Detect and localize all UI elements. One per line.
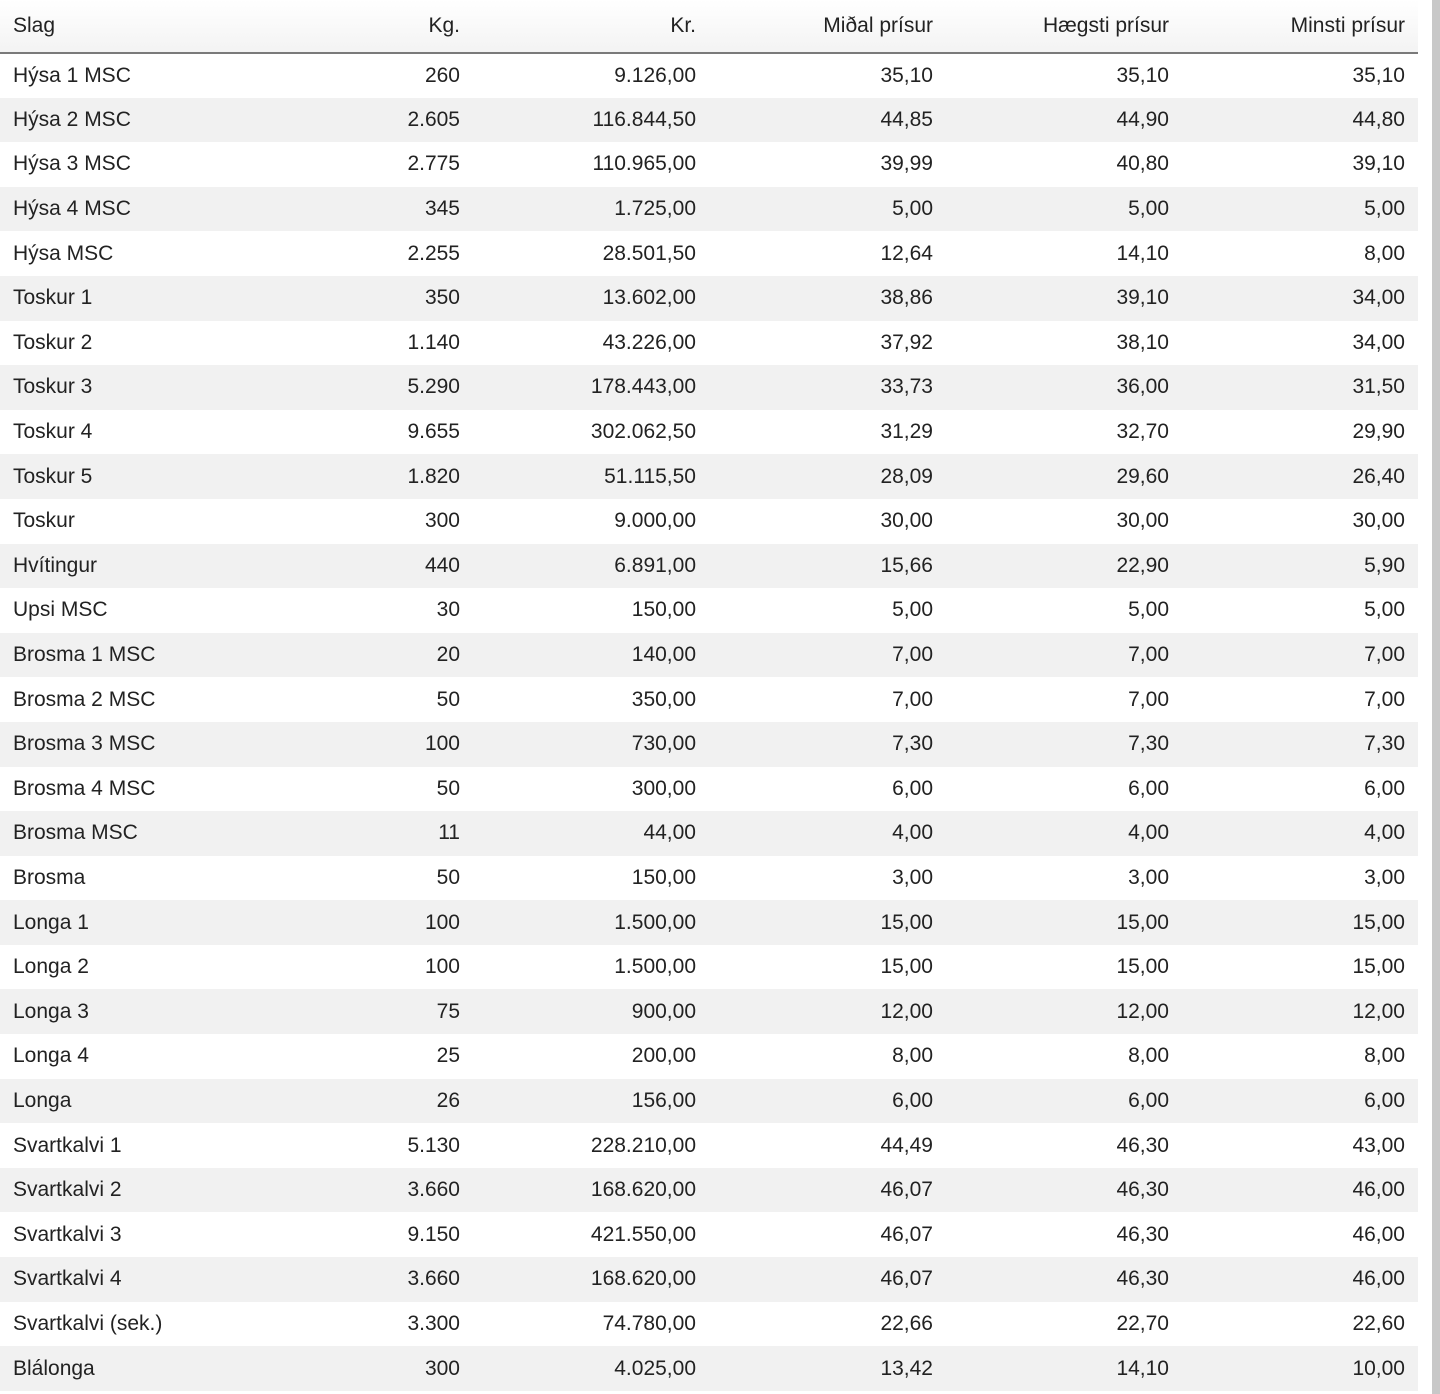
cell-lowest-price: 31,50 [1352,375,1405,399]
cell-lowest-price: 8,00 [1364,241,1405,265]
cell-average-price: 7,00 [892,643,933,667]
cell-kg: 3.660 [407,1178,460,1202]
cell-kr: 74.780,00 [602,1311,696,1335]
table-row [0,499,1418,544]
table-row [0,187,1418,232]
cell-average-price: 35,10 [880,63,933,87]
table-row [0,989,1418,1034]
cell-species: Toskur 4 [13,420,93,444]
cell-species: Svartkalvi (sek.) [13,1311,163,1335]
table-row [0,677,1418,722]
cell-highest-price: 4,00 [1128,821,1169,845]
cell-lowest-price: 46,00 [1352,1178,1405,1202]
cell-lowest-price: 35,10 [1352,63,1405,87]
cell-kr: 730,00 [631,732,696,756]
cell-kg: 100 [424,910,460,934]
cell-average-price: 46,07 [880,1267,933,1291]
cell-lowest-price: 7,00 [1364,687,1405,711]
cell-average-price: 3,00 [892,865,933,889]
cell-lowest-price: 34,00 [1352,286,1405,310]
cell-lowest-price: 26,40 [1352,464,1405,488]
cell-kg: 100 [424,955,460,979]
column-header-highest-price[interactable]: Hægsti prísur [933,0,1169,53]
cell-lowest-price: 12,00 [1352,999,1405,1023]
column-header-kg[interactable]: Kg. [240,0,460,53]
cell-lowest-price: 30,00 [1352,509,1405,533]
table-row [0,53,1418,98]
cell-kr: 1.500,00 [614,910,696,934]
cell-kr: 168.620,00 [590,1178,696,1202]
cell-average-price: 12,00 [880,999,933,1023]
cell-highest-price: 14,10 [1116,241,1169,265]
column-header-lowest-price[interactable]: Minsti prísur [1169,0,1418,53]
cell-average-price: 15,66 [880,553,933,577]
cell-kg: 345 [424,197,460,221]
table-row [0,1123,1418,1168]
cell-highest-price: 15,00 [1116,955,1169,979]
table-row [0,1302,1418,1347]
cell-highest-price: 5,00 [1128,598,1169,622]
cell-kr: 110.965,00 [592,152,696,176]
cell-lowest-price: 6,00 [1364,1088,1405,1112]
cell-species: Svartkalvi 2 [13,1178,122,1202]
cell-kg: 50 [436,776,460,800]
table-body [0,53,1418,1391]
table-header [0,0,1418,53]
cell-kg: 300 [424,1356,460,1380]
cell-average-price: 6,00 [892,1088,933,1112]
cell-lowest-price: 15,00 [1352,910,1405,934]
cell-highest-price: 6,00 [1128,1088,1169,1112]
cell-average-price: 15,00 [880,955,933,979]
cell-kg: 50 [436,865,460,889]
cell-kg: 5.130 [407,1133,460,1157]
cell-kg: 50 [436,687,460,711]
table-row [0,811,1418,856]
cell-species: Longa 4 [13,1044,89,1068]
column-header-slag[interactable]: Slag [0,0,240,53]
cell-kr: 228.210,00 [590,1133,696,1157]
cell-kg: 26 [436,1088,460,1112]
cell-species: Hýsa 2 MSC [13,107,131,131]
cell-average-price: 12,64 [880,241,933,265]
cell-species: Longa 3 [13,999,89,1023]
cell-kr: 4.025,00 [614,1356,696,1380]
cell-species: Hýsa 3 MSC [13,152,131,176]
cell-highest-price: 15,00 [1116,910,1169,934]
cell-kr: 1.500,00 [614,955,696,979]
cell-lowest-price: 7,00 [1364,643,1405,667]
cell-average-price: 5,00 [892,598,933,622]
cell-kg: 2.775 [407,152,460,176]
cell-kr: 150,00 [631,865,696,889]
cell-highest-price: 38,10 [1116,330,1169,354]
table-row [0,276,1418,321]
cell-kr: 9.126,00 [614,63,696,87]
cell-highest-price: 8,00 [1128,1044,1169,1068]
cell-lowest-price: 4,00 [1364,821,1405,845]
table-row [0,1079,1418,1124]
cell-kr: 140,00 [631,643,696,667]
cell-lowest-price: 46,00 [1352,1267,1405,1291]
table-row [0,142,1418,187]
cell-kg: 11 [438,821,460,845]
cell-species: Hýsa 1 MSC [13,63,131,87]
cell-average-price: 7,00 [892,687,933,711]
cell-kg: 350 [424,286,460,310]
cell-highest-price: 36,00 [1116,375,1169,399]
cell-kr: 900,00 [631,999,696,1023]
cell-species: Toskur 3 [13,375,93,399]
cell-highest-price: 35,10 [1116,63,1169,87]
cell-lowest-price: 39,10 [1352,152,1405,176]
cell-kg: 2.605 [407,107,460,131]
cell-kg: 440 [424,553,460,577]
cell-species: Hvítingur [13,553,98,577]
header-row [0,0,1418,53]
cell-species: Longa 2 [13,955,89,979]
cell-species: Blálonga [13,1356,95,1380]
cell-average-price: 13,42 [880,1356,933,1380]
cell-average-price: 22,66 [880,1311,933,1335]
column-header-average-price[interactable]: Miðal prísur [696,0,933,53]
cell-kg: 9.655 [407,420,460,444]
cell-kr: 28.501,50 [602,241,696,265]
cell-species: Brosma MSC [13,821,138,845]
cell-average-price: 6,00 [892,776,933,800]
cell-kg: 1.820 [407,464,460,488]
cell-species: Svartkalvi 4 [13,1267,122,1291]
cell-kr: 9.000,00 [614,509,696,533]
cell-kg: 75 [436,999,460,1023]
cell-species: Brosma 3 MSC [13,732,156,756]
table-row [0,588,1418,633]
cell-kg: 260 [424,63,460,87]
cell-highest-price: 12,00 [1116,999,1169,1023]
cell-lowest-price: 22,60 [1352,1311,1405,1335]
cell-lowest-price: 46,00 [1352,1222,1405,1246]
cell-highest-price: 29,60 [1116,464,1169,488]
table-row [0,365,1418,410]
cell-species: Brosma [13,865,86,889]
table-row [0,544,1418,589]
cell-average-price: 28,09 [880,464,933,488]
cell-kg: 20 [436,643,460,667]
cell-lowest-price: 8,00 [1364,1044,1405,1068]
cell-highest-price: 32,70 [1116,420,1169,444]
cell-average-price: 44,85 [880,107,933,131]
column-header-kr[interactable]: Kr. [460,0,696,53]
cell-lowest-price: 5,00 [1364,197,1405,221]
cell-species: Brosma 1 MSC [13,643,156,667]
cell-kg: 3.300 [407,1311,460,1335]
cell-kr: 44,00 [643,821,696,845]
table-row [0,1212,1418,1257]
cell-average-price: 39,99 [880,152,933,176]
cell-highest-price: 5,00 [1128,197,1169,221]
cell-kr: 1.725,00 [614,197,696,221]
cell-highest-price: 22,90 [1116,553,1169,577]
cell-average-price: 37,92 [880,330,933,354]
cell-average-price: 7,30 [892,732,933,756]
table-row [0,231,1418,276]
table-row [0,1168,1418,1213]
cell-average-price: 44,49 [880,1133,933,1157]
table-row [0,410,1418,455]
table-row [0,945,1418,990]
table-row [0,98,1418,143]
cell-average-price: 15,00 [880,910,933,934]
cell-species: Svartkalvi 1 [13,1133,122,1157]
cell-highest-price: 22,70 [1116,1311,1169,1335]
cell-lowest-price: 7,30 [1364,732,1405,756]
cell-highest-price: 46,30 [1116,1178,1169,1202]
table-row [0,767,1418,812]
cell-kg: 1.140 [407,330,460,354]
cell-lowest-price: 3,00 [1364,865,1405,889]
cell-lowest-price: 6,00 [1364,776,1405,800]
table-row [0,856,1418,901]
cell-average-price: 31,29 [880,420,933,444]
cell-average-price: 33,73 [880,375,933,399]
cell-kg: 2.255 [407,241,460,265]
cell-kg: 300 [424,509,460,533]
cell-highest-price: 3,00 [1128,865,1169,889]
cell-highest-price: 7,30 [1128,732,1169,756]
cell-highest-price: 6,00 [1128,776,1169,800]
cell-highest-price: 14,10 [1116,1356,1169,1380]
cell-kr: 421.550,00 [590,1222,696,1246]
table-row [0,1034,1418,1079]
table-row [0,454,1418,499]
cell-average-price: 30,00 [880,509,933,533]
cell-kr: 300,00 [631,776,696,800]
cell-kr: 168.620,00 [590,1267,696,1291]
cell-highest-price: 46,30 [1116,1267,1169,1291]
cell-highest-price: 40,80 [1116,152,1169,176]
table-row [0,1346,1418,1391]
cell-kg: 100 [424,732,460,756]
cell-lowest-price: 29,90 [1352,420,1405,444]
cell-highest-price: 7,00 [1128,643,1169,667]
table-row [0,1257,1418,1302]
cell-species: Toskur 5 [13,464,93,488]
cell-highest-price: 30,00 [1116,509,1169,533]
cell-lowest-price: 34,00 [1352,330,1405,354]
cell-lowest-price: 15,00 [1352,955,1405,979]
cell-lowest-price: 44,80 [1352,107,1405,131]
cell-kg: 9.150 [407,1222,460,1246]
cell-average-price: 5,00 [892,197,933,221]
cell-species: Upsi MSC [13,598,108,622]
cell-highest-price: 44,90 [1116,107,1169,131]
cell-kg: 25 [436,1044,460,1068]
cell-highest-price: 39,10 [1116,286,1169,310]
cell-species: Brosma 2 MSC [13,687,156,711]
table-row [0,633,1418,678]
cell-average-price: 38,86 [880,286,933,310]
cell-highest-price: 46,30 [1116,1222,1169,1246]
cell-highest-price: 46,30 [1116,1133,1169,1157]
table-row [0,900,1418,945]
cell-average-price: 8,00 [892,1044,933,1068]
cell-species: Longa [13,1088,72,1112]
cell-kr: 43.226,00 [602,330,696,354]
cell-kr: 150,00 [631,598,696,622]
cell-average-price: 46,07 [880,1222,933,1246]
cell-species: Hýsa MSC [13,241,114,265]
cell-kr: 51.115,50 [604,464,696,488]
cell-species: Toskur [13,509,75,533]
cell-kg: 5.290 [407,375,460,399]
cell-average-price: 4,00 [892,821,933,845]
cell-lowest-price: 43,00 [1352,1133,1405,1157]
cell-species: Toskur 2 [13,330,93,354]
cell-species: Longa 1 [13,910,89,934]
cell-kr: 116.844,50 [592,107,696,131]
cell-kr: 156,00 [631,1088,696,1112]
scrollbar-edge [1432,0,1440,1394]
cell-kr: 178.443,00 [590,375,696,399]
cell-kr: 6.891,00 [614,553,696,577]
cell-species: Svartkalvi 3 [13,1222,122,1246]
cell-lowest-price: 10,00 [1352,1356,1405,1380]
table-row [0,722,1418,767]
cell-species: Toskur 1 [13,286,93,310]
cell-average-price: 46,07 [880,1178,933,1202]
table-row [0,321,1418,366]
cell-kg: 3.660 [407,1267,460,1291]
cell-kr: 200,00 [631,1044,696,1068]
cell-kr: 13.602,00 [602,286,696,310]
cell-species: Hýsa 4 MSC [13,197,131,221]
cell-lowest-price: 5,00 [1364,598,1405,622]
cell-species: Brosma 4 MSC [13,776,156,800]
cell-kr: 302.062,50 [590,420,696,444]
cell-kr: 350,00 [631,687,696,711]
cell-highest-price: 7,00 [1128,687,1169,711]
cell-lowest-price: 5,90 [1364,553,1405,577]
cell-kg: 30 [436,598,460,622]
